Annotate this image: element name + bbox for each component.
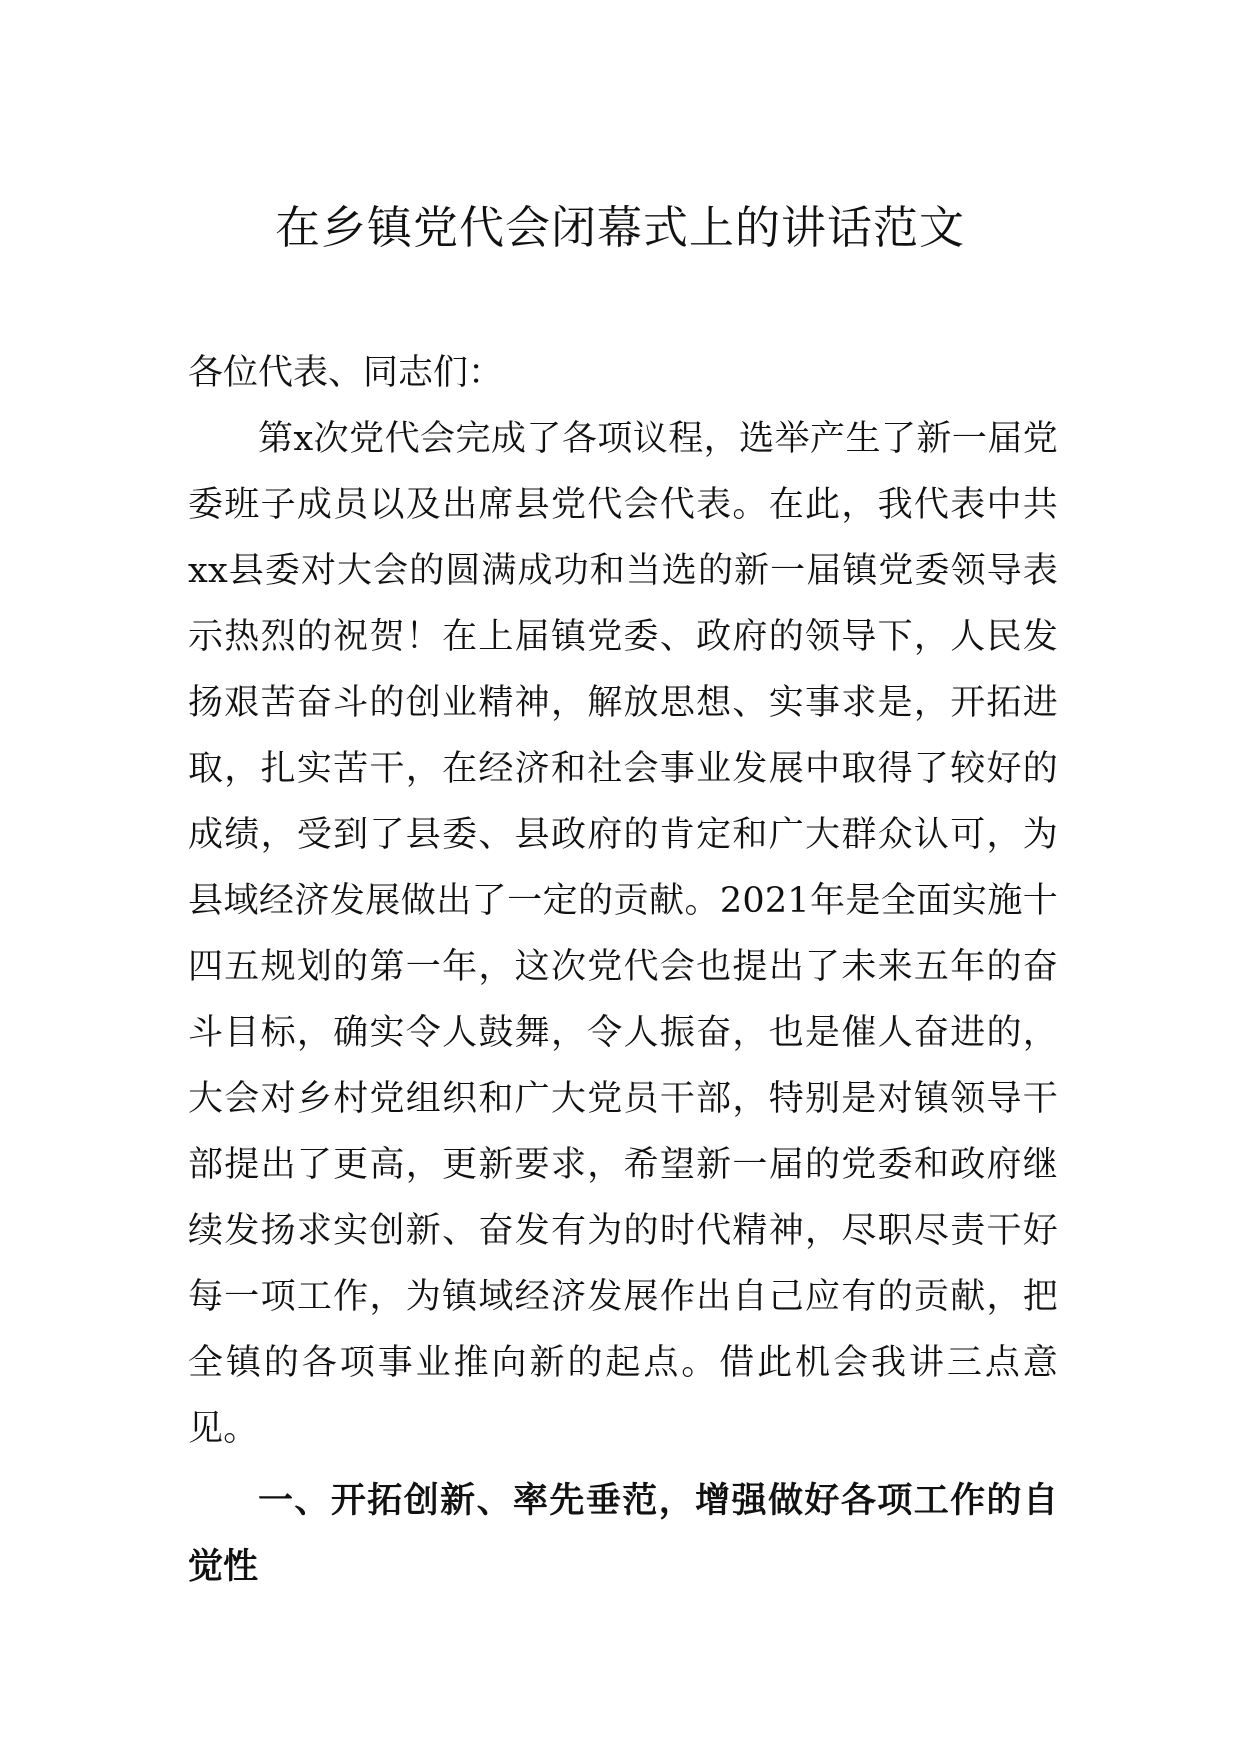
salutation: 各位代表、同志们： [188,353,504,393]
document-body [188,340,1058,1600]
section-heading: 一、开拓创新、率先垂范，增强做好各项工作的自觉性 [188,1481,1058,1587]
body-paragraph: 第x次党代会完成了各项议程，选举产生了新一届党委班子成员以及出席县党代会代表。在此，我代表中共xx县委对大会的圆满成功和当选的新一届镇党委领导表示热烈的祝贺！在上届镇党委、政府的领导下，人民发扬艰苦奋斗的创业精神，解放思想、实事求是，开拓进取，扎实苦干，在经济和社会事业发展中取得了较好的成绩，受到了县委、县政府的肯定和广大群众认可，为县域经济发展做出了一定的贡献。2021年是全面实施十四五规划的第一年，这次党代会也提出了未来五年的奋斗目标，确实令人鼓舞，令人振奋，也是催人奋进的，大会对乡村党组织和广大党员干部，特别是对镇领导干部提出了更高，更新要求，希望新一届的党委和政府继续发扬求实创新、奋发有为的时代精神，尽职尽责干好每一项工作，为镇域经济发展作出自己应有的贡献，把全镇的各项事业推向新的起点。借此机会我讲三点意见。 [188,419,1058,1449]
document-title: 在乡镇党代会闭幕式上的讲话范文 [274,201,965,254]
